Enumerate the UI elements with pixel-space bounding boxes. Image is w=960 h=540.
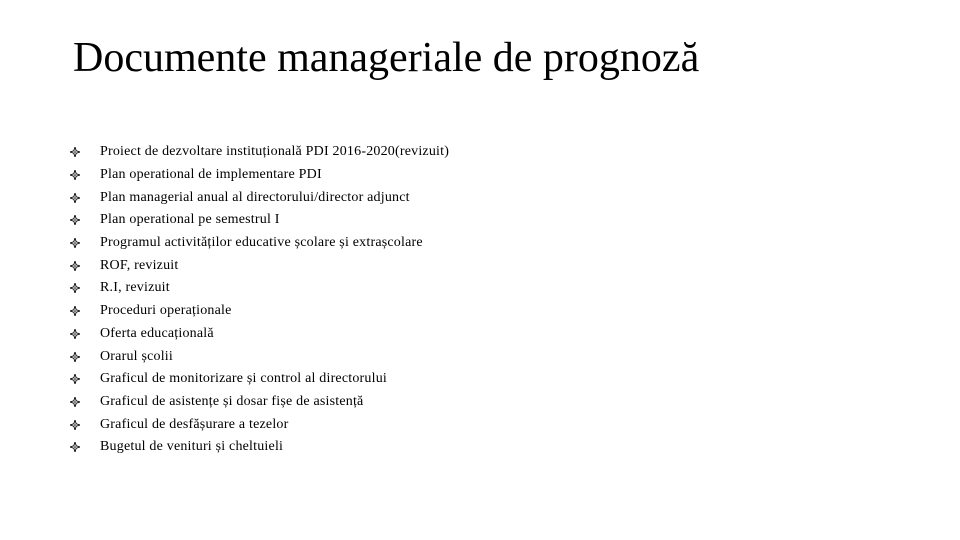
diamond-bullet-icon (70, 193, 100, 203)
list-item (70, 209, 449, 232)
list-item (70, 164, 449, 187)
list-item (70, 232, 449, 255)
list-item-text: R.I, revizuit (100, 280, 170, 296)
slide-title: Documente manageriale de prognoză (73, 35, 700, 81)
list-item-text: ROF, revizuit (100, 257, 179, 273)
list-item (70, 436, 449, 459)
list-item (70, 300, 449, 323)
list-item (70, 391, 449, 414)
diamond-bullet-icon (70, 352, 100, 362)
list-item (70, 277, 449, 300)
diamond-bullet-icon (70, 261, 100, 271)
list-item-text: Graficul de asistențe și dosar fișe de asistență (100, 393, 364, 409)
diamond-bullet-icon (70, 442, 100, 452)
list-item-text: Oferta educațională (100, 325, 214, 341)
list-item (70, 323, 449, 346)
list-item (70, 141, 449, 164)
diamond-bullet-icon (70, 329, 100, 339)
list-item-text: Proceduri operaționale (100, 303, 232, 319)
diamond-bullet-icon (70, 215, 100, 225)
list-item-text: Plan operational pe semestrul I (100, 212, 280, 228)
diamond-bullet-icon (70, 170, 100, 180)
diamond-bullet-icon (70, 283, 100, 293)
list-item (70, 368, 449, 391)
list-item (70, 186, 449, 209)
list-item (70, 413, 449, 436)
list-item-text: Bugetul de venituri și cheltuieli (100, 439, 284, 455)
list-item-text: Orarul școlii (100, 348, 173, 364)
list-item-text: Proiect de dezvoltare instituțională PDI 2016-2020(revizuit) (100, 144, 450, 160)
list-item-text: Programul activităților educative școlare și extrașcolare (100, 235, 423, 251)
list-item (70, 254, 449, 277)
list-item (70, 345, 449, 368)
diamond-bullet-icon (70, 374, 100, 384)
diamond-bullet-icon (70, 147, 100, 157)
list-item-text: Plan managerial anual al directorului/director adjunct (100, 189, 410, 205)
diamond-bullet-icon (70, 420, 100, 430)
document-list (70, 141, 449, 459)
list-item-text: Graficul de monitorizare și control al directorului (100, 371, 387, 387)
diamond-bullet-icon (70, 397, 100, 407)
list-item-text: Graficul de desfășurare a tezelor (100, 416, 289, 432)
diamond-bullet-icon (70, 238, 100, 248)
diamond-bullet-icon (70, 306, 100, 316)
list-item-text: Plan operational de implementare PDI (100, 167, 322, 183)
